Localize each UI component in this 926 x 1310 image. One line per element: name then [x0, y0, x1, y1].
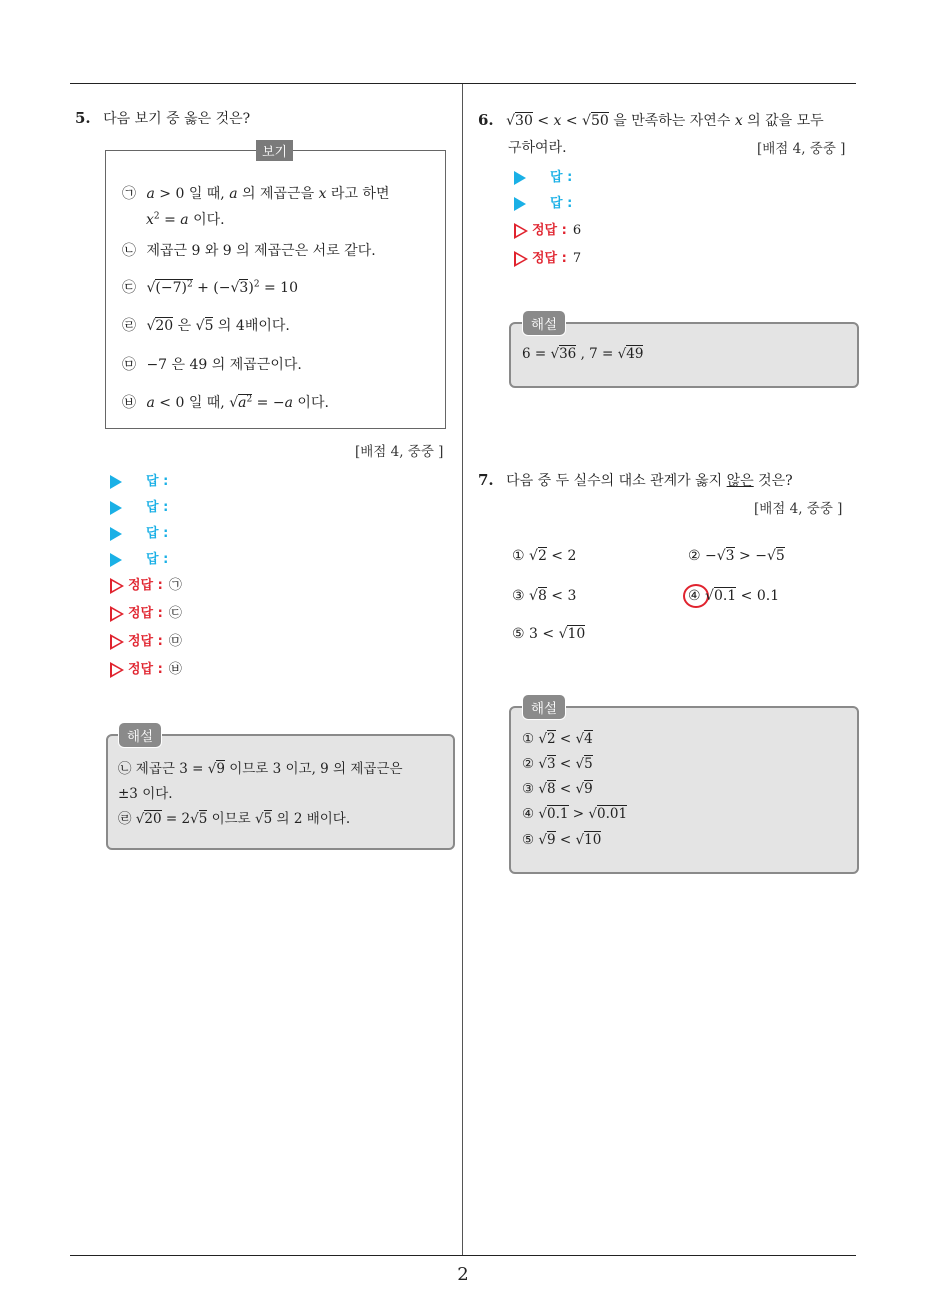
q5-answer-3[interactable]: 답 :: [110, 522, 168, 541]
q7-option-3[interactable]: ③ √8 < 3: [512, 588, 577, 604]
q6-correct-2: 정답 : 7: [514, 247, 581, 267]
play-icon: [110, 553, 122, 567]
triangle-outline-icon: [110, 662, 124, 678]
q6-text-line2: 구하여라.: [508, 140, 567, 156]
q6-solution-label: 해설: [522, 310, 566, 336]
triangle-outline-icon: [514, 251, 528, 267]
q6-answer-2[interactable]: 답 :: [514, 192, 572, 211]
q5-bogi-label: 보기: [256, 140, 293, 161]
play-icon: [110, 501, 122, 515]
triangle-outline-icon: [110, 634, 124, 650]
q5-answer-2[interactable]: 답 :: [110, 496, 168, 515]
column-divider: [462, 84, 463, 1256]
play-icon: [110, 527, 122, 541]
play-icon: [514, 171, 526, 185]
q7-header: 7. 다음 중 두 실수의 대소 관계가 옳지 않은 것은?: [478, 471, 793, 489]
q6-solution-line: 6 = √36 , 7 = √49: [522, 346, 644, 362]
q5-correct-4: 정답 : ㉥: [110, 658, 182, 678]
q5-text: 다음 보기 중 옳은 것은?: [103, 111, 251, 127]
q7-solution-line-2: ② √3 < √5: [522, 756, 593, 772]
q5-item-c: ㉢ $√(-7)^2 + (-√3)^2 = 10$: [122, 279, 298, 296]
q5-item-f-marker: ㉥: [122, 395, 136, 411]
q7-option-5[interactable]: ⑤ 3 < √10: [512, 626, 586, 642]
triangle-outline-icon: [110, 606, 124, 622]
q5-item-f: ㉥ a < 0 일 때, $√a^2 = -a$ 이다.: [122, 394, 329, 411]
q5-item-d-marker: ㉣: [122, 318, 136, 334]
q5-answer-1[interactable]: 답 :: [110, 470, 168, 489]
q5-item-e: ㉤ −7 은 49 의 제곱근이다.: [122, 357, 302, 373]
q5-solution-label: 해설: [118, 722, 162, 748]
q5-header: [75, 108, 250, 128]
q5-correct-2: 정답 : ㉢: [110, 602, 182, 622]
q6-score: [배점 4, 중중 ]: [757, 141, 846, 157]
q7-solution-line-1: ① √2 < √4: [522, 731, 593, 747]
q5-item-a-marker: ㉠: [122, 186, 136, 202]
q7-score: [배점 4, 중중 ]: [754, 501, 843, 517]
q5-solution-line-1: ㉡ 제곱근 3 = √9 이므로 3 이고, 9 의 제곱근은: [118, 761, 403, 777]
q5-solution-line-2: ±3 이다.: [118, 786, 173, 802]
q5-correct-3: 정답 : ㉤: [110, 630, 182, 650]
q7-option-1[interactable]: ① √2 < 2: [512, 548, 577, 564]
q6-number: 6.: [478, 111, 494, 129]
q5-item-b-marker: ㉡: [122, 243, 136, 259]
q6-correct-1: 정답 : 6: [514, 219, 581, 239]
q6-header: 6. √30 < x < √50 을 만족하는 자연수 x 의 값을 모두: [478, 111, 824, 129]
q5-item-a: ㉠ a > 0 일 때, a 의 제곱근을 x 라고 하면: [122, 186, 390, 202]
triangle-outline-icon: [110, 578, 124, 594]
q5-item-b: ㉡ 제곱근 9 와 9 의 제곱근은 서로 같다.: [122, 243, 376, 259]
play-icon: [514, 197, 526, 211]
q5-solution-line-3: ㉣ √20 = 2√5 이므로 √5 의 2 배이다.: [118, 811, 351, 827]
q7-option-4[interactable]: ④ √0.1 < 0.1: [688, 588, 780, 604]
q5-answer-4[interactable]: 답 :: [110, 548, 168, 567]
page-number: 2: [457, 1264, 469, 1285]
q5-score: [배점 4, 중중 ]: [355, 444, 444, 460]
q6-answer-1[interactable]: 답 :: [514, 166, 572, 185]
play-icon: [110, 475, 122, 489]
q5-item-d: ㉣ √20 은 √5 의 4배이다.: [122, 318, 290, 334]
q7-option-2[interactable]: ② −√3 > −√5: [688, 548, 785, 564]
bottom-rule: [70, 1255, 856, 1256]
q7-solution-line-5: ⑤ √9 < √10: [522, 832, 602, 848]
q5-item-c-marker: ㉢: [122, 280, 136, 296]
q5-item-a-line2: $x^2 = a$ 이다.: [146, 211, 225, 228]
q5-correct-1: 정답 : ㉠: [110, 574, 182, 594]
q7-solution-line-3: ③ √8 < √9: [522, 781, 593, 797]
q7-solution-line-4: ④ √0.1 > √0.01: [522, 806, 628, 822]
top-rule: [70, 83, 856, 84]
q7-solution-label: 해설: [522, 694, 566, 720]
q5-number: 5.: [75, 109, 91, 127]
triangle-outline-icon: [514, 223, 528, 239]
q5-item-e-marker: ㉤: [122, 357, 136, 373]
q7-number: 7.: [478, 471, 494, 489]
